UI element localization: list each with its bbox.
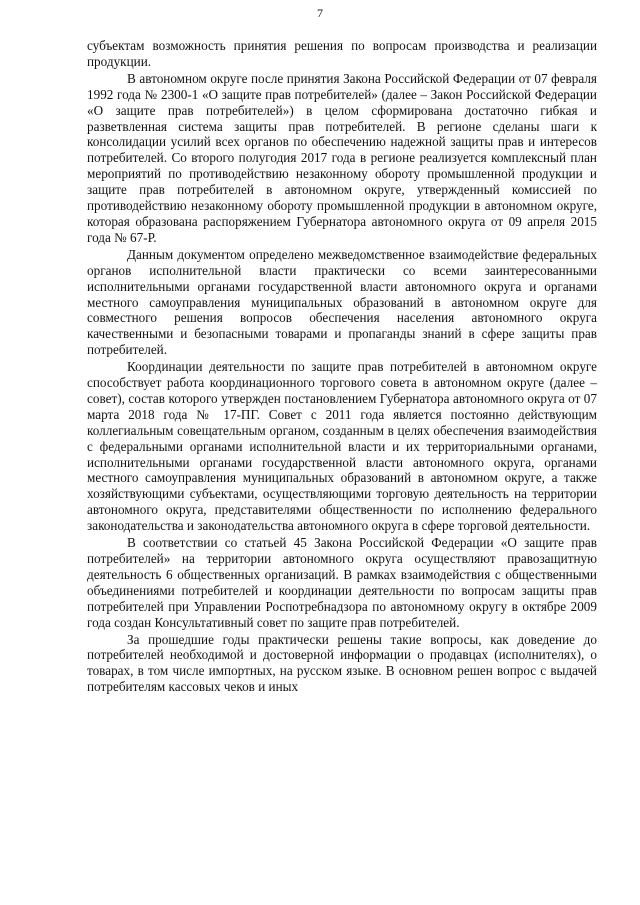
paragraph-coordination-council: Координации деятельности по защите прав потребителей в автономном округе способствует работа координационного торгового совета в автономном округе (далее – совет), состав которого утвержден постановлением Губернатора автономного округа от 07 марта 2018 года № 17-ПГ. Совет с 2011 года является постоянно действующим коллегиальным совещательным органом, созданным в целях обеспечения взаимодействия с федеральными органами исполнительной власти и их территориальными органами, исполнительными органами государственной власти автономного округа, органами местного самоуправления муниципальных образований в автономном округе, а также хозяйствующими субъектами, осуществляющими торговую деятельность на территории автономного округа, представителями общественности по исполнению федерального законодательства и законодательства автономного округа в сфере торговой деятельности. bbox=[87, 359, 597, 534]
page-number: 7 bbox=[317, 6, 323, 20]
paragraph-public-organizations: В соответствии со статьей 45 Закона Российской Федерации «О защите прав потребителей» на территории автономного округа осуществляют правозащитную деятельность 6 общественных организаций. В рамках взаимодействия с общественными объединениями потребителей и координации деятельности по вопросам защиты прав потребителей при Управлении Роспотребнадзора по автономному округу в октябре 2009 года создан Консультативный совет по защите прав потребителей. bbox=[87, 535, 597, 630]
paragraph-continuation: субъектам возможность принятия решения по вопросам производства и реализации продукции. bbox=[87, 38, 597, 69]
document-body bbox=[87, 38, 597, 696]
paragraph-resolved-issues: За прошедшие годы практически решены такие вопросы, как доведение до потребителей необходимой и достоверной информации о продавцах (исполнителях), о товарах, в том числе импортных, на русском языке. В основном решен вопрос с выдачей потребителям кассовых чеков и иных bbox=[87, 631, 597, 695]
paragraph-consumer-protection-system: В автономном округе после принятия Закона Российской Федерации от 07 февраля 1992 года № 2300-1 «О защите прав потребителей» (далее – Закон Российской Федерации «О защите прав потребителей») в целом сформирована достаточно гибкая и разветвленная система защиты прав потребителей. В регионе сделаны шаги к консолидации усилий всех органов по обеспечению надежной защиты прав и интересов потребителей. Со второго полугодия 2017 года в регионе реализуется комплексный план мероприятий по противодействию незаконному обороту промышленной продукции и защите прав потребителей в автономном округе, утвержденный комиссией по противодействию незаконному обороту промышленной продукции в автономном округе, которая образована распоряжением Губернатора автономного округа от 09 апреля 2015 года № 67-Р. bbox=[87, 70, 597, 245]
paragraph-interagency-cooperation: Данным документом определено межведомственное взаимодействие федеральных органов исполнительной власти практически со всеми заинтересованными исполнительными органами государственной власти автономного округа и органами местного самоуправления муниципальных образований в автономном округе для совместного решения вопросов обеспечения населения автономного округа качественными и безопасными товарами и пропаганды знаний в сфере защиты прав потребителей. bbox=[87, 246, 597, 358]
